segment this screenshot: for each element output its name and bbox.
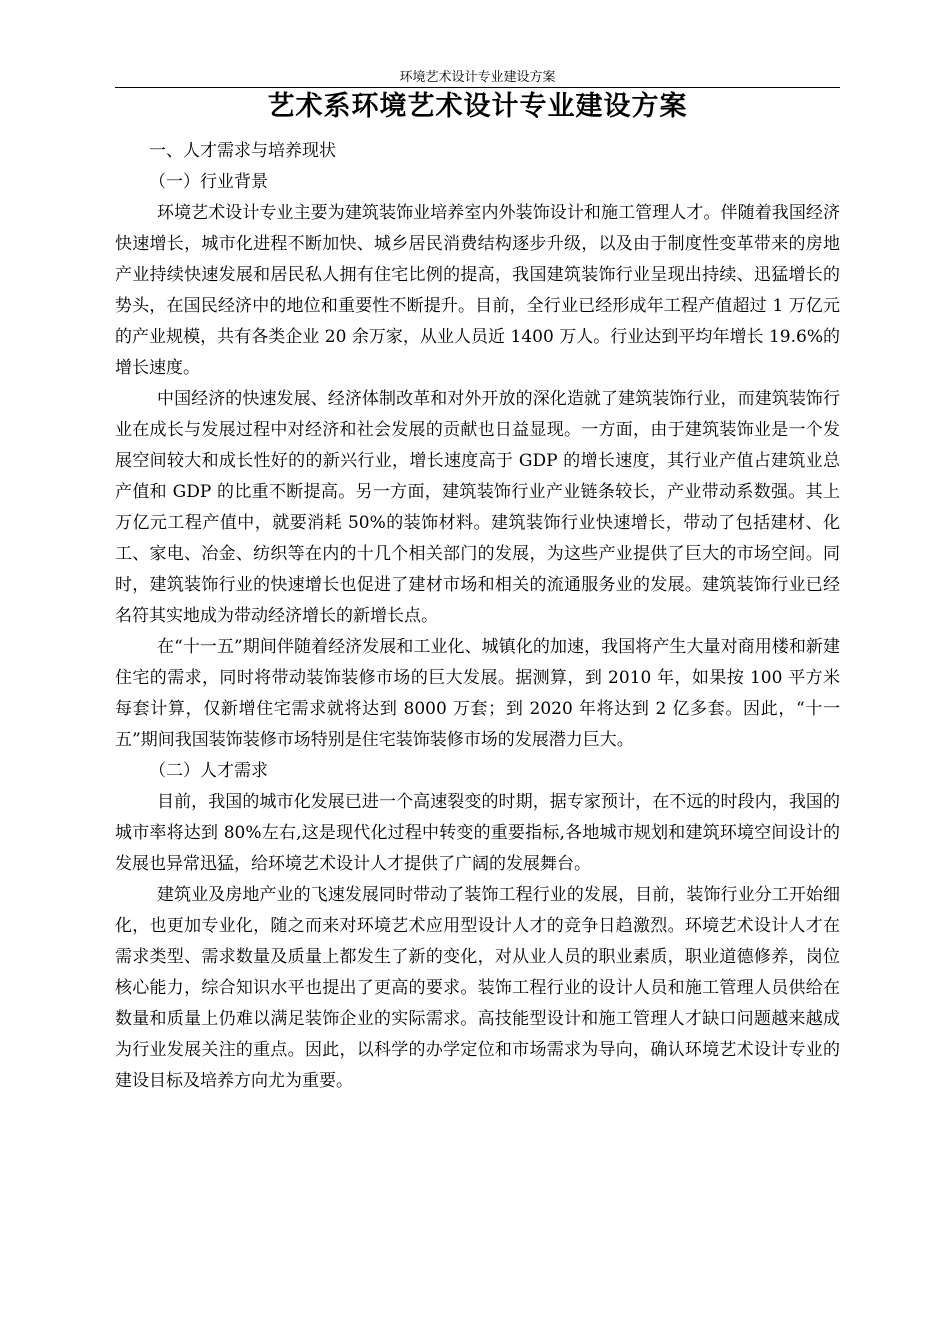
paragraph: 在“十一五”期间伴随着经济发展和工业化、城镇化的加速，我国将产生大量对商用楼和新建住宅的需求，同时将带动装饰装修市场的巨大发展。据测算，到 2010 年，如果按 100 平方米每套计算，仅新增住宅需求就将达到 8000 万套；到 2020 年将达到 2 亿多套。因此，“十一五”期间我国装饰装修市场特别是住宅装饰装修市场的发展潜力巨大。: [115, 637, 840, 750]
document-body: [115, 136, 840, 1097]
paragraph: 目前，我国的城市化发展已进一个高速裂变的时期，据专家预计，在不远的时段内，我国的城市率将达到 80%左右,这是现代化过程中转变的重要指标,各地城市规划和建筑环境空间设计的发展也异常迅猛，给环境艺术设计人才提供了广阔的发展舞台。: [115, 792, 840, 874]
subsection-heading-talent-demand: （二）人才需求: [149, 761, 268, 781]
document-title: 艺术系环境艺术设计专业建设方案: [267, 91, 688, 122]
running-header: 环境艺术设计专业建设方案: [399, 70, 556, 85]
paragraph: 环境艺术设计专业主要为建筑装饰业培养室内外装饰设计和施工管理人才。伴随着我国经济快速增长，城市化进程不断加快、城乡居民消费结构逐步升级，以及由于制度性变革带来的房地产业持续快速发展和居民私人拥有住宅比例的提高，我国建筑装饰行业呈现出持续、迅猛增长的势头，在国民经济中的地位和重要性不断提升。目前，全行业已经形成年工程产值超过 1 万亿元的产业规模，共有各类企业 20 余万家，从业人员近 1400 万人。行业达到平均年增长 19.6%的增长速度。: [115, 203, 840, 378]
subsection-heading-industry-background: （一）行业背景: [149, 172, 268, 192]
paragraph: 建筑业及房地产业的飞速发展同时带动了装饰工程行业的发展，目前，装饰行业分工开始细化，也更加专业化，随之而来对环境艺术应用型设计人才的竞争日趋激烈。环境艺术设计人才在需求类型、需求数量及质量上都发生了新的变化，对从业人员的职业素质，职业道德修养，岗位核心能力，综合知识水平也提出了更高的要求。装饰工程行业的设计人员和施工管理人员供给在数量和质量上仍难以满足装饰企业的实际需求。高技能型设计和施工管理人才缺口问题越来越成为行业发展关注的重点。因此，以科学的办学定位和市场需求为导向，确认环境艺术设计专业的建设目标及培养方向尤为重要。: [115, 885, 840, 1091]
paragraph: 中国经济的快速发展、经济体制改革和对外开放的深化造就了建筑装饰行业，而建筑装饰行业在成长与发展过程中对经济和社会发展的贡献也日益显现。一方面，由于建筑装饰业是一个发展空间较大和成长性好的的新兴行业，增长速度高于 GDP 的增长速度，其行业产值占建筑业总产值和 GDP 的比重不断提高。另一方面，建筑装饰行业产业链条较长，产业带动系数强。其上万亿元工程产值中，就要消耗 50%的装饰材料。建筑装饰行业快速增长，带动了包括建材、化工、家电、冶金、纺织等在内的十几个相关部门的发展，为这些产业提供了巨大的市场空间。同时，建筑装饰行业的快速增长也促进了建材市场和相关的流通服务业的发展。建筑装饰行业已经名符其实地成为带动经济增长的新增长点。: [115, 389, 840, 626]
section-heading: 一、人才需求与培养现状: [149, 141, 336, 161]
